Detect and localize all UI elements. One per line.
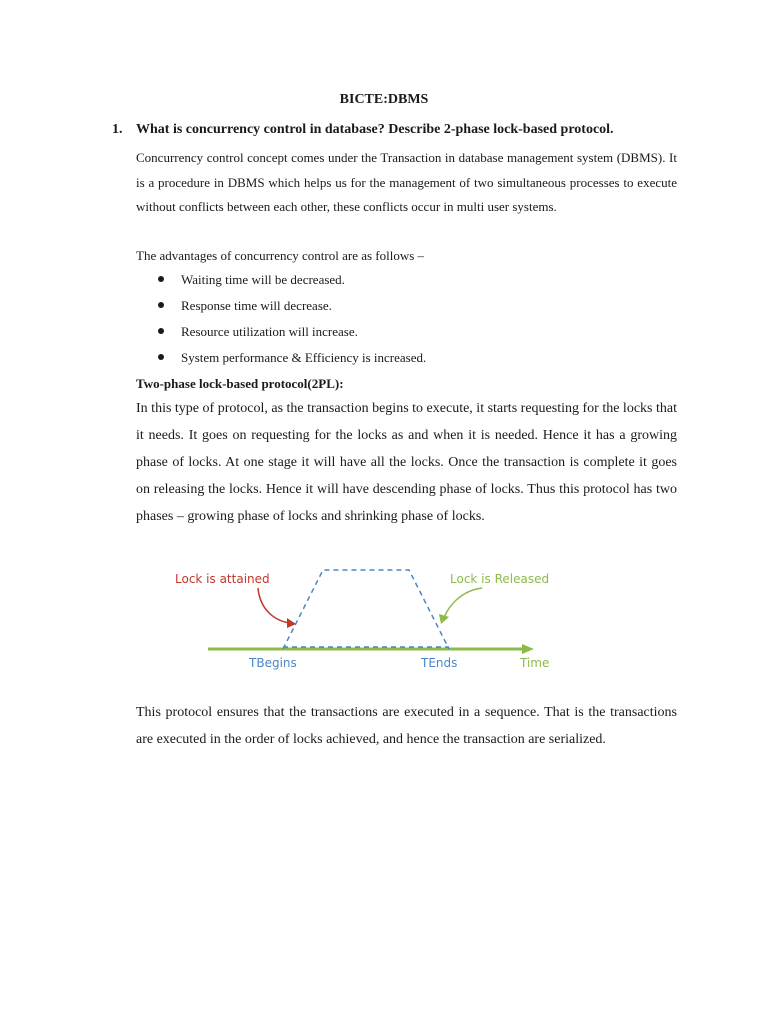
question-text: What is concurrency control in database? Describe 2-phase lock-based protocol. <box>136 122 614 137</box>
lock-attained-arrowhead-icon <box>287 618 296 628</box>
list-item <box>136 346 426 372</box>
list-item-text: Waiting time will be decreased. <box>181 272 345 287</box>
bullet-icon <box>158 328 164 334</box>
t-begins-label: TBegins <box>249 656 297 670</box>
lock-released-arrow <box>444 588 482 618</box>
question-number: 1. <box>112 122 123 137</box>
lock-phase-trapezoid <box>283 570 449 649</box>
bullet-icon <box>158 276 164 282</box>
time-label: Time <box>520 656 550 670</box>
protocol-paragraph: In this type of protocol, as the transaction begins to execute, it starts requesting for the locks that it needs. It goes on requesting for the locks as and when it is needed. Hence it has a growing phase of locks. At one stage it will have all the locks. Once the transaction is complete it goes on releasing the locks. Hence it will have descending phase of locks. Thus this protocol has two phases – growing phase of locks and shrinking phase of locks. <box>136 401 677 524</box>
document-title: BICTE:DBMS <box>339 92 429 107</box>
list-item <box>136 268 426 294</box>
advantages-list <box>136 268 426 372</box>
time-axis-arrow-icon <box>522 644 534 654</box>
section-subheading: Two-phase lock-based protocol(2PL): <box>136 376 344 391</box>
intro-paragraph: Concurrency control concept comes under the Transaction in database management system (DBMS). It is a procedure in DBMS which helps us for the management of two simultaneous processes to execute without conflicts between each other, these conflicts occur in multi user systems. <box>136 150 677 214</box>
list-item <box>136 320 426 346</box>
list-item-text: Resource utilization will increase. <box>181 324 358 339</box>
lock-released-label: Lock is Released <box>450 572 550 586</box>
question-heading <box>112 122 614 138</box>
t-ends-label: TEnds <box>421 656 458 670</box>
lock-attained-arrow <box>258 588 290 623</box>
advantages-intro: The advantages of concurrency control are as follows – <box>136 248 425 263</box>
list-item-text: System performance & Efficiency is increased. <box>181 350 427 365</box>
lock-attained-label: Lock is attained <box>175 572 270 586</box>
bullet-icon <box>158 354 164 360</box>
lock-released-arrowhead-icon <box>439 614 449 624</box>
list-item <box>136 294 426 320</box>
bullet-icon <box>158 302 164 308</box>
list-item-text: Response time will decrease. <box>181 298 332 313</box>
two-phase-lock-diagram <box>160 555 580 680</box>
conclusion-paragraph: This protocol ensures that the transactions are executed in a sequence. That is the transactions are executed in the order of locks achieved, and hence the transaction are serialized. <box>136 705 677 747</box>
